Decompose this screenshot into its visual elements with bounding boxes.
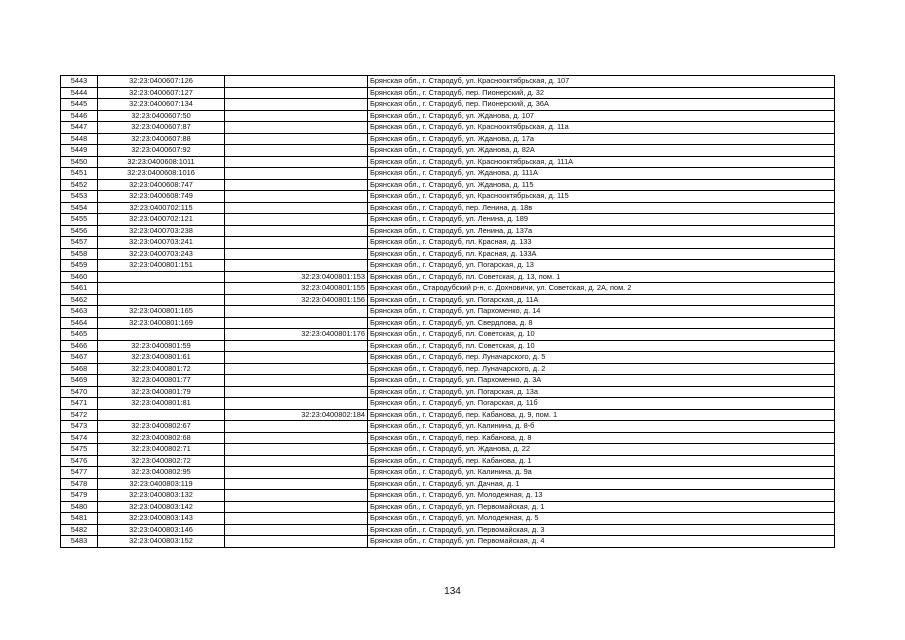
address-cell: Брянская обл., г. Стародуб, пер. Пионерский, д. 36А [368,99,835,111]
cadastral-number-alt-cell [225,317,368,329]
address-cell: Брянская обл., г. Стародуб, ул. Жданова, д. 107 [368,110,835,122]
cadastral-number-cell: 32:23:0400607:134 [98,99,225,111]
cadastral-number-cell: 32:23:0400608:1011 [98,156,225,168]
table-row [61,409,835,421]
cadastral-number-cell: 32:23:0400607:88 [98,133,225,145]
address-cell: Брянская обл., г. Стародуб, ул. Краснооктябрьская, д. 107 [368,76,835,88]
address-cell: Брянская обл., г. Стародуб, пл. Советская, д. 13, пом. 1 [368,271,835,283]
address-cell: Брянская обл., г. Стародуб, ул. Погарская, д. 13а [368,386,835,398]
table-row [61,478,835,490]
row-number-cell: 5452 [61,179,98,191]
row-number-cell: 5453 [61,191,98,203]
row-number-cell: 5464 [61,317,98,329]
address-cell: Брянская обл., г. Стародуб, ул. Краснооктябрьская, д. 11а [368,122,835,134]
address-cell: Брянская обл., г. Стародуб, пл. Советская, д. 10 [368,329,835,341]
cadastral-number-alt-cell [225,363,368,375]
address-cell: Брянская обл., г. Стародуб, ул. Жданова, д. 82А [368,145,835,157]
table-row [61,179,835,191]
cadastral-number-alt-cell [225,524,368,536]
cadastral-number-cell: 32:23:0400703:241 [98,237,225,249]
table-row [61,444,835,456]
cadastral-number-cell: 32:23:0400801:151 [98,260,225,272]
address-cell: Брянская обл., г. Стародуб, пер. Пионерский, д. 32 [368,87,835,99]
row-number-cell: 5470 [61,386,98,398]
cadastral-number-cell: 32:23:0400803:132 [98,490,225,502]
table-row [61,398,835,410]
row-number-cell: 5472 [61,409,98,421]
table-row [61,306,835,318]
table-row [61,386,835,398]
row-number-cell: 5451 [61,168,98,180]
address-cell: Брянская обл., г. Стародуб, пл. Красная, д. 133А [368,248,835,260]
cadastral-number-alt-cell [225,191,368,203]
cadastral-number-alt-cell [225,501,368,513]
row-number-cell: 5456 [61,225,98,237]
table-row [61,513,835,525]
register-table-body [61,76,835,548]
cadastral-number-cell: 32:23:0400801:165 [98,306,225,318]
row-number-cell: 5458 [61,248,98,260]
cadastral-number-alt-cell [225,432,368,444]
table-row [61,283,835,295]
table-row [61,421,835,433]
cadastral-number-cell [98,329,225,341]
cadastral-number-cell: 32:23:0400801:81 [98,398,225,410]
property-register-table [60,75,835,548]
cadastral-number-cell: 32:23:0400803:143 [98,513,225,525]
cadastral-number-alt-cell [225,214,368,226]
cadastral-number-alt-cell: 32:23:0400801:156 [225,294,368,306]
address-cell: Брянская обл., г. Стародуб, пер. Кабанова, д. 8 [368,432,835,444]
row-number-cell: 5454 [61,202,98,214]
row-number-cell: 5459 [61,260,98,272]
address-cell: Брянская обл., г. Стародуб, ул. Ленина, д. 137а [368,225,835,237]
row-number-cell: 5471 [61,398,98,410]
table-row [61,352,835,364]
cadastral-number-cell: 32:23:0400803:146 [98,524,225,536]
cadastral-number-cell: 32:23:0400803:142 [98,501,225,513]
cadastral-number-alt-cell [225,375,368,387]
cadastral-number-cell: 32:23:0400703:238 [98,225,225,237]
cadastral-number-cell: 32:23:0400802:72 [98,455,225,467]
cadastral-number-alt-cell [225,421,368,433]
address-cell: Брянская обл., г. Стародуб, ул. Краснооктябрьская, д. 111А [368,156,835,168]
row-number-cell: 5466 [61,340,98,352]
table-row [61,432,835,444]
row-number-cell: 5467 [61,352,98,364]
table-row [61,237,835,249]
table-row [61,375,835,387]
cadastral-number-alt-cell [225,306,368,318]
cadastral-number-alt-cell [225,386,368,398]
cadastral-number-cell: 32:23:0400803:152 [98,536,225,548]
cadastral-number-alt-cell [225,398,368,410]
cadastral-number-alt-cell [225,122,368,134]
address-cell: Брянская обл., г. Стародуб, ул. Погарская, д. 11А [368,294,835,306]
cadastral-number-alt-cell [225,168,368,180]
cadastral-number-cell: 32:23:0400607:127 [98,87,225,99]
table-row [61,168,835,180]
row-number-cell: 5469 [61,375,98,387]
address-cell: Брянская обл., г. Стародуб, пл. Красная, д. 133 [368,237,835,249]
cadastral-number-alt-cell [225,87,368,99]
cadastral-number-cell [98,271,225,283]
cadastral-number-alt-cell [225,202,368,214]
table-row [61,536,835,548]
cadastral-number-alt-cell [225,444,368,456]
address-cell: Брянская обл., г. Стародуб, пер. Кабанова, д. 9, пом. 1 [368,409,835,421]
cadastral-number-cell: 32:23:0400608:747 [98,179,225,191]
table-row [61,329,835,341]
cadastral-number-alt-cell [225,260,368,272]
row-number-cell: 5445 [61,99,98,111]
row-number-cell: 5481 [61,513,98,525]
table-row [61,87,835,99]
table-row [61,202,835,214]
address-cell: Брянская обл., г. Стародуб, ул. Пархоменко, д. 3А [368,375,835,387]
row-number-cell: 5461 [61,283,98,295]
row-number-cell: 5444 [61,87,98,99]
table-row [61,156,835,168]
table-row [61,271,835,283]
address-cell: Брянская обл., г. Стародуб, ул. Дачная, д. 1 [368,478,835,490]
row-number-cell: 5449 [61,145,98,157]
row-number-cell: 5478 [61,478,98,490]
row-number-cell: 5457 [61,237,98,249]
row-number-cell: 5450 [61,156,98,168]
row-number-cell: 5465 [61,329,98,341]
cadastral-number-cell: 32:23:0400801:59 [98,340,225,352]
table-row [61,294,835,306]
address-cell: Брянская обл., г. Стародуб, пер. Кабанова, д. 1 [368,455,835,467]
cadastral-number-cell: 32:23:0400801:72 [98,363,225,375]
row-number-cell: 5476 [61,455,98,467]
table-row [61,248,835,260]
cadastral-number-alt-cell [225,99,368,111]
row-number-cell: 5479 [61,490,98,502]
row-number-cell: 5483 [61,536,98,548]
cadastral-number-cell: 32:23:0400803:119 [98,478,225,490]
table-row [61,99,835,111]
cadastral-number-alt-cell [225,156,368,168]
address-cell: Брянская обл., г. Стародуб, пер. Ленина, д. 18в [368,202,835,214]
cadastral-number-cell: 32:23:0400801:77 [98,375,225,387]
cadastral-number-alt-cell [225,225,368,237]
cadastral-number-alt-cell: 32:23:0400802:184 [225,409,368,421]
table-row [61,524,835,536]
cadastral-number-alt-cell [225,133,368,145]
cadastral-number-alt-cell [225,145,368,157]
cadastral-number-cell: 32:23:0400802:95 [98,467,225,479]
table-row [61,363,835,375]
cadastral-number-alt-cell [225,467,368,479]
table-row [61,76,835,88]
cadastral-number-alt-cell [225,513,368,525]
table-row [61,122,835,134]
row-number-cell: 5446 [61,110,98,122]
table-row [61,340,835,352]
table-row [61,191,835,203]
page-number: 134 [444,586,461,597]
cadastral-number-alt-cell [225,536,368,548]
address-cell: Брянская обл., г. Стародуб, ул. Ленина, д. 189 [368,214,835,226]
row-number-cell: 5455 [61,214,98,226]
row-number-cell: 5460 [61,271,98,283]
cadastral-number-alt-cell [225,179,368,191]
cadastral-number-cell: 32:23:0400702:121 [98,214,225,226]
address-cell: Брянская обл., г. Стародуб, пл. Советская, д. 10 [368,340,835,352]
address-cell: Брянская обл., г. Стародуб, ул. Жданова, д. 22 [368,444,835,456]
table-row [61,501,835,513]
cadastral-number-alt-cell: 32:23:0400801:153 [225,271,368,283]
cadastral-number-cell: 32:23:0400703:243 [98,248,225,260]
address-cell: Брянская обл., г. Стародуб, ул. Погарская, д. 13 [368,260,835,272]
address-cell: Брянская обл., г. Стародуб, ул. Первомайская, д. 4 [368,536,835,548]
cadastral-number-cell: 32:23:0400608:749 [98,191,225,203]
address-cell: Брянская обл., Стародубский р-н, с. Дохновичи, ул. Советская, д. 2А, пом. 2 [368,283,835,295]
table-row [61,110,835,122]
address-cell: Брянская обл., г. Стародуб, ул. Первомайская, д. 3 [368,524,835,536]
address-cell: Брянская обл., г. Стародуб, ул. Пархоменко, д. 14 [368,306,835,318]
cadastral-number-alt-cell [225,340,368,352]
cadastral-number-cell: 32:23:0400702:115 [98,202,225,214]
address-cell: Брянская обл., г. Стародуб, ул. Молодежная, д. 13 [368,490,835,502]
table-row [61,260,835,272]
cadastral-number-cell: 32:23:0400608:1016 [98,168,225,180]
address-cell: Брянская обл., г. Стародуб, ул. Жданова, д. 111А [368,168,835,180]
cadastral-number-alt-cell [225,455,368,467]
cadastral-number-alt-cell [225,76,368,88]
row-number-cell: 5474 [61,432,98,444]
cadastral-number-alt-cell [225,478,368,490]
table-row [61,225,835,237]
cadastral-number-cell: 32:23:0400801:61 [98,352,225,364]
address-cell: Брянская обл., г. Стародуб, ул. Первомайская, д. 1 [368,501,835,513]
cadastral-number-cell [98,283,225,295]
table-row [61,133,835,145]
cadastral-number-alt-cell [225,248,368,260]
cadastral-number-cell [98,294,225,306]
cadastral-number-cell: 32:23:0400802:68 [98,432,225,444]
row-number-cell: 5463 [61,306,98,318]
table-row [61,467,835,479]
address-cell: Брянская обл., г. Стародуб, ул. Жданова, д. 115 [368,179,835,191]
row-number-cell: 5462 [61,294,98,306]
address-cell: Брянская обл., г. Стародуб, ул. Молодежная, д. 5 [368,513,835,525]
table-row [61,317,835,329]
address-cell: Брянская обл., г. Стародуб, пер. Луначарского, д. 5 [368,352,835,364]
cadastral-number-alt-cell [225,110,368,122]
cadastral-number-cell: 32:23:0400607:126 [98,76,225,88]
cadastral-number-alt-cell [225,237,368,249]
cadastral-number-alt-cell [225,352,368,364]
address-cell: Брянская обл., г. Стародуб, ул. Калинина, д. 9а [368,467,835,479]
row-number-cell: 5480 [61,501,98,513]
table-row [61,490,835,502]
row-number-cell: 5448 [61,133,98,145]
cadastral-number-alt-cell: 32:23:0400801:155 [225,283,368,295]
row-number-cell: 5477 [61,467,98,479]
cadastral-number-cell: 32:23:0400607:87 [98,122,225,134]
address-cell: Брянская обл., г. Стародуб, ул. Жданова, д. 17а [368,133,835,145]
row-number-cell: 5447 [61,122,98,134]
cadastral-number-alt-cell [225,490,368,502]
cadastral-number-alt-cell: 32:23:0400801:176 [225,329,368,341]
cadastral-number-cell: 32:23:0400607:92 [98,145,225,157]
table-row [61,214,835,226]
row-number-cell: 5482 [61,524,98,536]
row-number-cell: 5475 [61,444,98,456]
cadastral-number-cell: 32:23:0400801:169 [98,317,225,329]
row-number-cell: 5443 [61,76,98,88]
address-cell: Брянская обл., г. Стародуб, пер. Луначарского, д. 2 [368,363,835,375]
address-cell: Брянская обл., г. Стародуб, ул. Краснооктябрьская, д. 115 [368,191,835,203]
table-row [61,455,835,467]
address-cell: Брянская обл., г. Стародуб, ул. Погарская, д. 11б [368,398,835,410]
row-number-cell: 5473 [61,421,98,433]
cadastral-number-cell: 32:23:0400607:50 [98,110,225,122]
address-cell: Брянская обл., г. Стародуб, ул. Калинина, д. 8-б [368,421,835,433]
cadastral-number-cell [98,409,225,421]
address-cell: Брянская обл., г. Стародуб, ул. Свердлова, д. 8 [368,317,835,329]
cadastral-number-cell: 32:23:0400802:67 [98,421,225,433]
row-number-cell: 5468 [61,363,98,375]
table-row [61,145,835,157]
cadastral-number-cell: 32:23:0400801:79 [98,386,225,398]
cadastral-number-cell: 32:23:0400802:71 [98,444,225,456]
